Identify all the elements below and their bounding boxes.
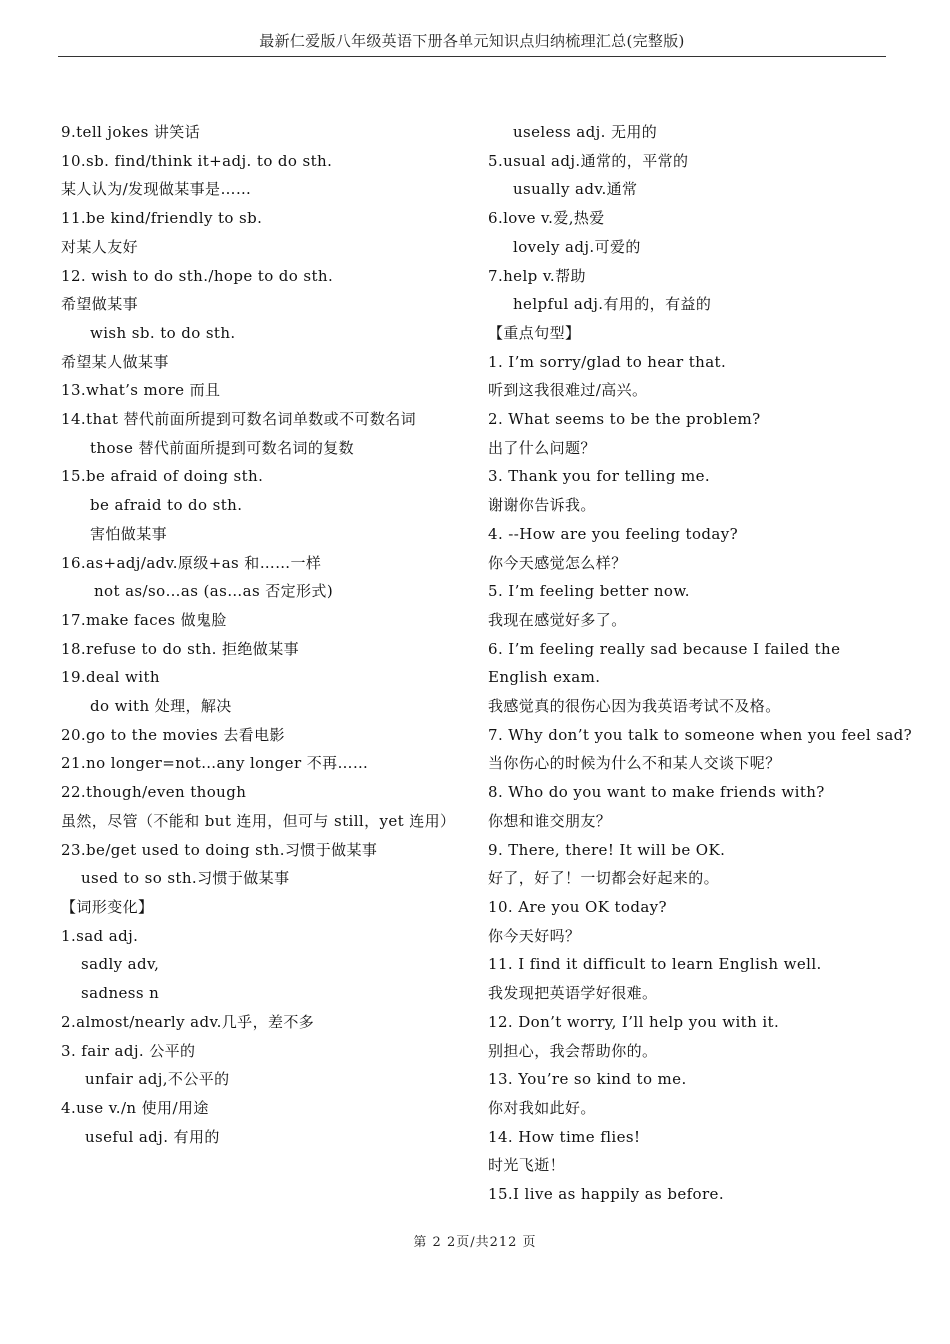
text-line: 时光飞逝！ xyxy=(488,1156,566,1175)
text-line: do with 处理，解决 xyxy=(90,697,232,716)
text-line: 希望做某事 xyxy=(61,295,139,314)
text-line: 22.though/even though xyxy=(61,783,247,802)
text-line: 5.usual adj.通常的，平常的 xyxy=(488,151,689,170)
right-column xyxy=(488,118,913,1209)
text-line: 15.be afraid of doing sth. xyxy=(61,467,264,486)
text-line: 好了，好了！一切都会好起来的。 xyxy=(488,869,720,888)
text-line: 9. There, there! It will be OK. xyxy=(488,840,726,859)
text-line: unfair adj,不公平的 xyxy=(85,1070,230,1089)
text-line: 当你伤心的时候为什么不和某人交谈下呢？ xyxy=(488,754,781,773)
text-line: 1.sad adj. xyxy=(61,926,139,945)
text-line: 2. What seems to be the problem? xyxy=(488,410,761,429)
text-line: 虽然，尽管（不能和 but 连用，但可与 still，yet 连用） xyxy=(61,811,456,830)
text-line: 7.help v.帮助 xyxy=(488,266,586,285)
text-line: 我发现把英语学好很难。 xyxy=(488,984,658,1003)
text-line: lovely adj.可爱的 xyxy=(513,237,641,256)
text-line: useful adj. 有用的 xyxy=(85,1127,220,1146)
text-line: useless adj. 无用的 xyxy=(513,123,658,141)
text-line: 2.almost/nearly adv.几乎，差不多 xyxy=(61,1012,315,1031)
text-line: 你想和谁交朋友？ xyxy=(488,811,612,830)
text-line: 希望某人做某事 xyxy=(61,352,169,371)
left-column xyxy=(61,118,461,1151)
text-line: 5. I’m feeling better now. xyxy=(488,582,690,601)
text-line: 23.be/get used to doing sth.习惯于做某事 xyxy=(61,840,378,859)
text-line: sadly adv, xyxy=(81,955,160,974)
text-line: 出了什么问题？ xyxy=(488,438,596,457)
text-line: 对某人友好 xyxy=(61,237,139,256)
text-line: 你今天感觉怎么样？ xyxy=(488,553,627,572)
text-line: 10.sb. find/think it+adj. to do sth. xyxy=(61,151,333,170)
text-line: 1. I’m sorry/glad to hear that. xyxy=(488,352,727,371)
text-line: 4. --How are you feeling today? xyxy=(488,524,739,543)
page-number-footer: 第 2 2页/共212 页 xyxy=(413,1235,537,1250)
text-line: 谢谢你告诉我。 xyxy=(488,496,596,515)
text-line: not as/so…as (as…as 否定形式) xyxy=(94,582,334,601)
text-line: wish sb. to do sth. xyxy=(90,323,236,342)
text-line: 21.no longer=not…any longer 不再…… xyxy=(61,754,369,773)
text-line: 我感觉真的很伤心因为我英语考试不及格。 xyxy=(488,697,781,716)
text-line: those 替代前面所提到可数名词的复数 xyxy=(90,438,355,457)
text-line: 8. Who do you want to make friends with? xyxy=(488,783,825,802)
text-line: 9.tell jokes 讲笑话 xyxy=(61,123,201,141)
text-line: 【词形变化】 xyxy=(61,897,154,916)
text-line: 11. I find it difficult to learn English well. xyxy=(488,955,822,974)
text-line: 我现在感觉好多了。 xyxy=(488,610,627,629)
text-line: 17.make faces 做鬼脸 xyxy=(61,610,227,629)
text-line: 15.I live as happily as before. xyxy=(488,1185,725,1204)
text-line: 【重点句型】 xyxy=(488,323,581,342)
text-line: 4.use v./n 使用/用途 xyxy=(61,1098,209,1117)
text-line: 害怕做某事 xyxy=(90,524,168,543)
text-line: 14.that 替代前面所提到可数名词单数或不可数名词 xyxy=(61,410,417,429)
text-line: 13. You’re so kind to me. xyxy=(488,1070,687,1089)
text-line: 3. fair adj. 公平的 xyxy=(61,1041,196,1060)
text-line: 14. How time flies! xyxy=(488,1127,641,1146)
text-line: sadness n xyxy=(81,984,160,1003)
text-line: 6. I’m feeling really sad because I failed the English exam. xyxy=(488,639,841,687)
text-line: 13.what’s more 而且 xyxy=(61,381,221,400)
text-line: 6.love v.爱,热爱 xyxy=(488,209,605,228)
text-line: 19.deal with xyxy=(61,668,160,687)
text-line: 3. Thank you for telling me. xyxy=(488,467,711,486)
text-line: 16.as+adj/adv.原级+as 和……一样 xyxy=(61,553,322,572)
text-line: 12. Don’t worry, I’ll help you with it. xyxy=(488,1012,780,1031)
text-line: 18.refuse to do sth. 拒绝做某事 xyxy=(61,639,300,658)
text-line: 你对我如此好。 xyxy=(488,1098,596,1117)
text-line: 10. Are you OK today? xyxy=(488,897,667,916)
page-header-title: 最新仁爱版八年级英语下册各单元知识点归纳梳理汇总(完整版) xyxy=(259,32,685,50)
text-line: 听到这我很难过/高兴。 xyxy=(488,381,648,400)
text-line: helpful adj.有用的，有益的 xyxy=(513,295,712,314)
text-line: be afraid to do sth. xyxy=(90,496,243,515)
text-line: 7. Why don’t you talk to someone when you feel sad? xyxy=(488,725,913,744)
text-line: 12. wish to do sth./hope to do sth. xyxy=(61,266,334,285)
header-divider xyxy=(58,56,886,57)
text-line: 某人认为/发现做某事是…… xyxy=(61,180,252,199)
text-line: 你今天好吗？ xyxy=(488,926,581,945)
text-line: 别担心，我会帮助你的。 xyxy=(488,1041,658,1060)
text-line: 20.go to the movies 去看电影 xyxy=(61,725,285,744)
text-line: 11.be kind/friendly to sb. xyxy=(61,209,263,228)
text-line: used to so sth.习惯于做某事 xyxy=(81,869,290,888)
text-line: usually adv.通常 xyxy=(513,180,638,199)
